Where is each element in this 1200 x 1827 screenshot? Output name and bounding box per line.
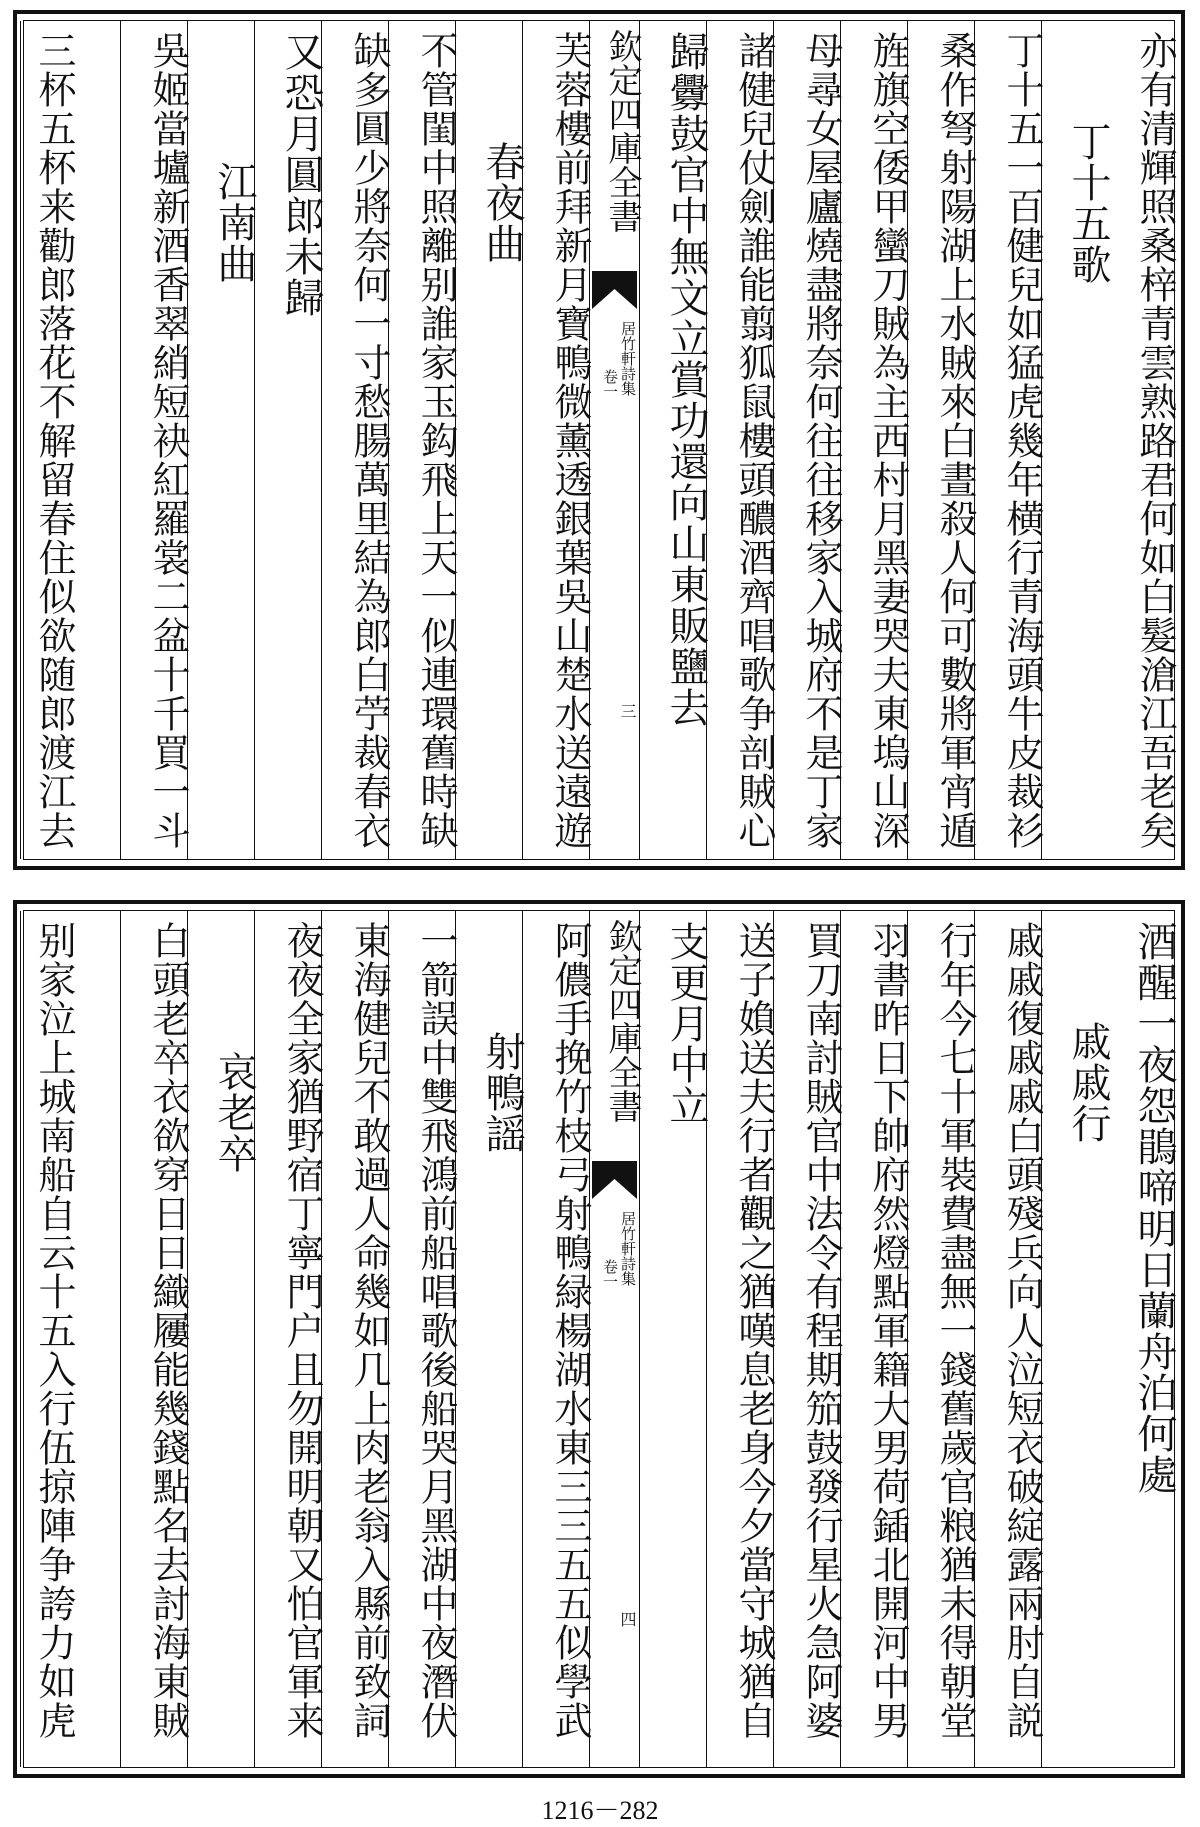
column-6 [773, 21, 843, 859]
column-text: 旌旗空倭甲蠻刀賊為主西村月黑妻哭夫東塢山深 [866, 31, 910, 850]
center-fold-column [589, 21, 642, 859]
column-16 [20, 911, 120, 1767]
column-7 [706, 911, 776, 1767]
column-8 [639, 911, 709, 1767]
poem-title: 春夜曲 [479, 141, 525, 264]
column-16 [20, 21, 120, 859]
column-text: 一箭誤中雙飛鴻前船唱歌後船哭月黑湖中夜潛伏 [414, 921, 458, 1740]
column-2-heading [1041, 21, 1111, 859]
lower-book-page [13, 900, 1185, 1778]
page-code: 1216－282 [541, 1796, 659, 1825]
volume-label: 卷一 [601, 369, 619, 399]
column-text: 芙蓉樓前拜新月寶鴨微薰透銀葉吳山楚水送遠遊 [548, 31, 592, 850]
poem-title: 哀老卒 [211, 1051, 257, 1174]
column-text: 母尋女屋廬燒盡將奈何往往移家入城府不是丁家 [799, 31, 843, 850]
column-15 [120, 911, 190, 1767]
book-title: 欽定四庫全書 [602, 29, 642, 233]
column-1 [1108, 911, 1177, 1767]
column-text: 行年今七十軍裝費盡無一錢舊歲官粮猶未得朝堂 [933, 921, 977, 1740]
volume-label: 卷一 [601, 1259, 619, 1289]
folio-number: 四 [618, 1611, 637, 1627]
column-11 [388, 21, 458, 859]
column-text: 亦有清輝照桑梓青雲熟路君何如白髮滄江吾老矣 [1133, 31, 1177, 850]
column-3 [974, 911, 1044, 1767]
column-4 [907, 21, 977, 859]
column-text: 戚戚復戚戚白頭殘兵向人泣短衣破綻露兩肘自説 [1000, 921, 1044, 1740]
column-text: 吳姬當壚新酒香翠綃短袂紅羅裳二盆十千買一斗 [146, 31, 190, 850]
column-text: 缺多圓少將奈何一寸愁腸萬里結為郎白苧裁春衣 [347, 31, 391, 850]
center-fold-column [589, 911, 642, 1767]
column-text: 白頭老卒衣欲穿日日織屨能幾錢點名去討海東賊 [146, 921, 190, 1740]
folio-number: 三 [618, 703, 637, 719]
column-14-heading [187, 21, 257, 859]
column-8 [639, 21, 709, 859]
column-2-heading [1041, 911, 1111, 1767]
fish-tail-mark-icon [592, 1161, 637, 1199]
poem-title: 江南曲 [211, 161, 257, 284]
book-subtitle-block [590, 321, 639, 601]
column-12 [321, 21, 391, 859]
column-9 [522, 21, 592, 859]
column-4 [907, 911, 977, 1767]
poem-title: 射鴨謡 [479, 1031, 525, 1154]
upper-page-frame [23, 20, 1175, 860]
book-subtitle-block [590, 1211, 639, 1491]
column-1 [1108, 21, 1177, 859]
column-text: 買刀南討賊官中法令有程期笳鼓發行星火急阿婆 [799, 921, 843, 1740]
column-text: 羽書昨日下帥府然燈點軍籍大男荷鍤北開河中男 [866, 921, 910, 1740]
column-15 [120, 21, 190, 859]
fish-tail-mark-icon [592, 271, 637, 309]
column-text: 諸健兒仗劍誰能翦狐鼠樓頭醲酒齊唱歌争剖賊心 [732, 31, 776, 850]
column-text: 支更月中立 [663, 921, 709, 1126]
column-text: 阿儂手挽竹枝弓射鴨緑楊湖水東三三五五似學武 [548, 921, 592, 1740]
column-7 [706, 21, 776, 859]
column-12 [321, 911, 391, 1767]
column-14-heading [187, 911, 257, 1767]
book-title: 欽定四庫全書 [602, 919, 642, 1123]
column-6 [773, 911, 843, 1767]
column-10-heading [455, 911, 525, 1767]
column-5 [840, 911, 910, 1767]
column-text: 三杯五杯来勸郎落花不解留春住似欲随郎渡江去 [32, 31, 76, 850]
column-text: 别家泣上城南船自云十五入行伍掠陣争誇力如虎 [32, 921, 76, 1740]
column-11 [388, 911, 458, 1767]
book-subtitle: 居竹軒詩集 [619, 321, 637, 396]
column-3 [974, 21, 1044, 859]
column-text: 酒醒一夜怨鵑啼明日蘭舟泊何處 [1131, 921, 1177, 1495]
book-subtitle: 居竹軒詩集 [619, 1211, 637, 1286]
column-10-heading [455, 21, 525, 859]
column-5 [840, 21, 910, 859]
column-13 [254, 21, 324, 859]
column-text: 丁十五一百健兒如猛虎幾年横行青海頭牛皮裁衫 [1000, 31, 1044, 850]
column-text: 送子媍送夫行者觀之猶嘆息老身今夕當守城猶自 [732, 921, 776, 1740]
column-text: 不管閨中照離别誰家玉鈎飛上天一似連環舊時缺 [414, 31, 458, 850]
column-text: 東海健兒不敢過人命幾如几上肉老翁入縣前致詞 [347, 921, 391, 1740]
column-text: 歸釁鼓官中無文立賞功還向山東販鹽去 [663, 31, 709, 728]
column-text: 夜夜全家猶野宿丁寧門户且勿開明朝又怕官軍来 [280, 921, 324, 1740]
poem-title: 戚戚行 [1065, 1021, 1111, 1144]
poem-title: 丁十五歌 [1065, 121, 1111, 285]
column-13 [254, 911, 324, 1767]
column-text: 又恐月圓郎未歸 [278, 31, 324, 318]
upper-book-page [13, 10, 1185, 870]
column-text: 桑作弩射陽湖上水賊來白晝殺人何可數將軍宵遁 [933, 31, 977, 850]
column-9 [522, 911, 592, 1767]
lower-page-frame [23, 910, 1175, 1768]
